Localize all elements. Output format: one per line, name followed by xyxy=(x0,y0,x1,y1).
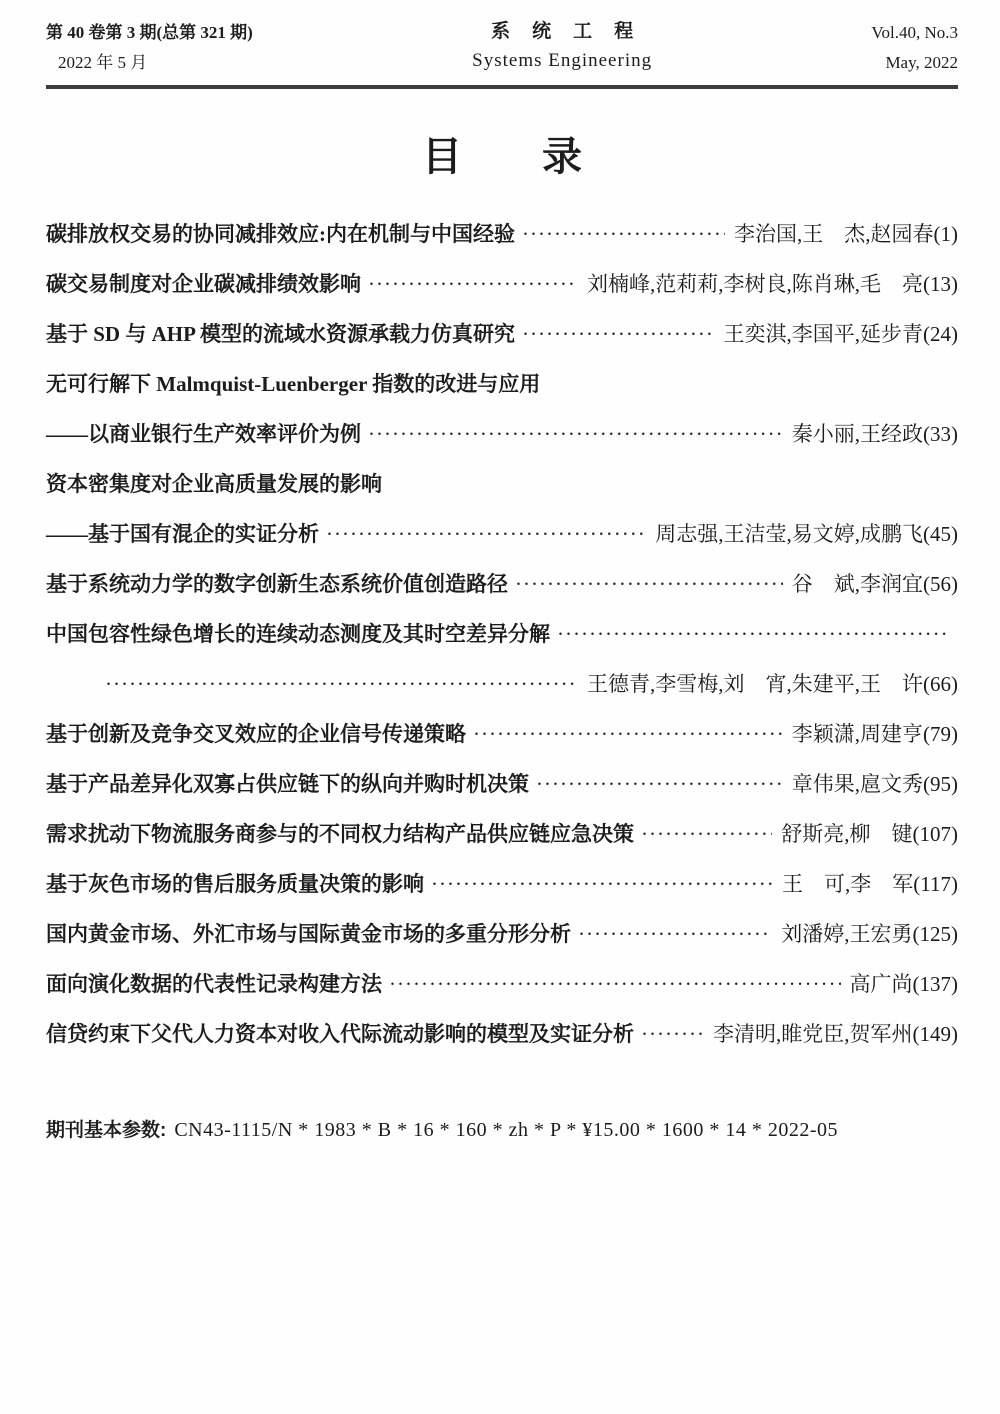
footer-params: CN43-1115/N * 1983 * B * 16 * 160 * zh * P * ¥15.00 * 1600 * 14 * 2022-05 xyxy=(174,1118,839,1141)
entry-authors xyxy=(587,659,958,709)
footer-label: 期刊基本参数: xyxy=(46,1119,167,1141)
entry-authors xyxy=(587,259,958,309)
page-number: (149) xyxy=(912,1021,958,1046)
toc-line xyxy=(46,459,958,509)
entry-title: 基于系统动力学的数字创新生态系统价值创造路径 xyxy=(46,571,508,596)
authors-text: 章伟果,扈文秀 xyxy=(791,771,923,796)
header-issue-block xyxy=(46,18,253,78)
dot-leader xyxy=(473,709,783,759)
authors-text: 秦小丽,王经政 xyxy=(791,421,923,446)
entry-title: 碳排放权交易的协同减排效应:内在机制与中国经验 xyxy=(46,221,515,246)
dot-leader xyxy=(431,859,773,909)
dot-leader xyxy=(578,909,772,959)
entry-title: 无可行解下 Malmquist-Luenberger 指数的改进与应用 xyxy=(46,371,541,396)
entry-title: 基于创新及竞争交叉效应的企业信号传递策略 xyxy=(46,721,466,746)
header-divider-rule xyxy=(46,85,958,89)
dot-leader xyxy=(368,409,783,459)
toc-line xyxy=(46,209,958,259)
toc-line xyxy=(46,559,958,609)
page-number: (1) xyxy=(933,221,958,246)
entry-authors xyxy=(655,509,958,559)
dot-leader xyxy=(522,209,725,259)
dot-leader xyxy=(326,509,646,559)
authors-text: 王奕淇,李国平,延步青 xyxy=(723,321,923,346)
authors-text: 高广尚 xyxy=(849,971,913,996)
page-number: (66) xyxy=(923,671,958,696)
entry-authors xyxy=(792,559,958,609)
toc-line xyxy=(46,309,958,359)
authors-text: 王 可,李 军 xyxy=(782,871,914,896)
page-number: (24) xyxy=(923,321,958,346)
page-number: (117) xyxy=(913,871,958,896)
entry-title: 基于 SD 与 AHP 模型的流域水资源承载力仿真研究 xyxy=(46,321,516,346)
dot-leader xyxy=(515,559,783,609)
page-number: (107) xyxy=(912,821,958,846)
entry-title: 碳交易制度对企业碳减排绩效影响 xyxy=(46,271,361,296)
authors-text: 李颖潇,周建亨 xyxy=(791,721,923,746)
entry-title: 基于产品差异化双寡占供应链下的纵向并购时机决策 xyxy=(46,771,529,796)
authors-text: 刘楠峰,范莉莉,李树良,陈肖琳,毛 亮 xyxy=(587,271,923,296)
toc-line xyxy=(46,909,958,959)
entry-title: 信贷约束下父代人力资本对收入代际流动影响的模型及实证分析 xyxy=(46,1021,634,1046)
volume-number: Vol.40, No.3 xyxy=(871,23,958,42)
entry-authors xyxy=(792,759,958,809)
entry-subtitle: ——以商业银行生产效率评价为例 xyxy=(46,421,361,446)
page-number: (13) xyxy=(923,271,958,296)
journal-title-en: Systems Engineering xyxy=(472,49,653,71)
journal-header xyxy=(46,18,958,78)
dot-leader xyxy=(389,959,841,1009)
page-number: (79) xyxy=(923,721,958,746)
entry-title: 中国包容性绿色增长的连续动态测度及其时空差异分解 xyxy=(46,621,550,646)
entry-authors xyxy=(734,209,958,259)
toc-line xyxy=(46,859,958,909)
entry-authors xyxy=(850,959,959,1009)
authors-text: 王德青,李雪梅,刘 宵,朱建平,王 许 xyxy=(587,671,923,696)
page-number: (45) xyxy=(923,521,958,546)
entry-title: 基于灰色市场的售后服务质量决策的影响 xyxy=(46,871,424,896)
page-number: (125) xyxy=(912,921,958,946)
authors-text: 舒斯亮,柳 键 xyxy=(781,821,913,846)
dot-leader xyxy=(641,809,772,859)
page-number: (137) xyxy=(912,971,958,996)
toc-line xyxy=(46,609,958,659)
dot-leader xyxy=(557,609,949,659)
toc-line xyxy=(46,359,958,409)
page-number: (95) xyxy=(923,771,958,796)
toc-line xyxy=(46,759,958,809)
toc-line xyxy=(46,409,958,459)
issue-date-cn: 2022 年 5 月 xyxy=(58,52,148,72)
entry-authors xyxy=(781,809,958,859)
dot-leader xyxy=(105,659,578,709)
toc-line xyxy=(46,1009,958,1059)
entry-title: 需求扰动下物流服务商参与的不同权力结构产品供应链应急决策 xyxy=(46,821,634,846)
dot-leader xyxy=(641,1009,704,1059)
dot-leader xyxy=(368,259,578,309)
journal-title-block xyxy=(253,18,872,74)
dot-leader xyxy=(536,759,783,809)
toc-line xyxy=(46,709,958,759)
toc-line xyxy=(46,809,958,859)
toc-line-continuation xyxy=(46,659,958,709)
entry-title: 国内黄金市场、外汇市场与国际黄金市场的多重分形分析 xyxy=(46,921,571,946)
authors-text: 刘潘婷,王宏勇 xyxy=(781,921,913,946)
issue-info: 第 40 卷第 3 期(总第 321 期) xyxy=(46,23,253,42)
toc-line xyxy=(46,509,958,559)
toc-page-title: 目 录 xyxy=(422,133,582,179)
entry-authors xyxy=(792,709,958,759)
page-number: (33) xyxy=(923,421,958,446)
issue-date-en: May, 2022 xyxy=(885,52,958,72)
journal-parameters-footer xyxy=(46,1115,958,1142)
entry-authors xyxy=(781,909,958,959)
journal-title-cn: 系统工程 xyxy=(491,21,656,42)
dot-leader xyxy=(522,309,714,359)
entry-authors xyxy=(724,309,959,359)
authors-text: 李治国,王 杰,赵园春 xyxy=(734,221,934,246)
entry-authors xyxy=(713,1009,958,1059)
entry-title: 面向演化数据的代表性记录构建方法 xyxy=(46,971,382,996)
entry-subtitle: ——基于国有混企的实证分析 xyxy=(46,521,319,546)
toc-line xyxy=(46,259,958,309)
header-volume-block xyxy=(871,18,958,78)
toc-line xyxy=(46,959,958,1009)
page-number: (56) xyxy=(923,571,958,596)
authors-text: 谷 斌,李润宜 xyxy=(791,571,923,596)
authors-text: 李清明,睢党臣,贺军州 xyxy=(713,1021,913,1046)
entry-authors xyxy=(792,409,958,459)
toc-list xyxy=(46,209,958,1059)
entry-authors xyxy=(782,859,958,909)
entry-title: 资本密集度对企业高质量发展的影响 xyxy=(46,471,382,496)
authors-text: 周志强,王洁莹,易文婷,成鹏飞 xyxy=(655,521,923,546)
